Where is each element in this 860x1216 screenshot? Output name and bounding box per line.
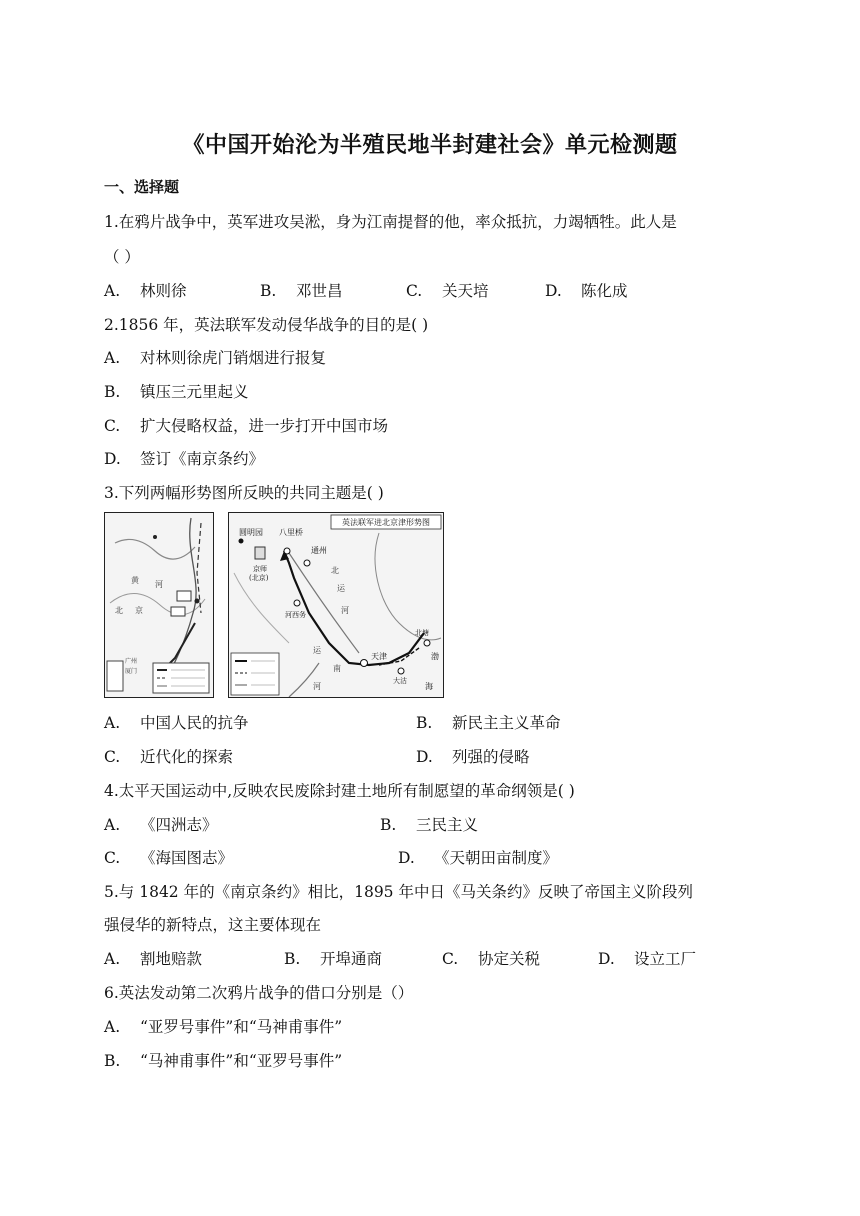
map2-label-hexiwu: 河西务 [285, 611, 306, 619]
q4-stem: 4.太平天国运动中,反映农民废除封建土地所有制愿望的革命纲领是( ) [104, 782, 575, 800]
q1-stem-line2: （ ） [104, 248, 140, 266]
option-key: D. [416, 748, 433, 766]
q5-stem-line1: 5.与 1842 年的《南京条约》相比，1895 年中日《马关条约》反映了帝国主义阶段列 [104, 883, 693, 901]
option-text: 邓世昌 [296, 282, 343, 300]
map1-label-he: 河 [155, 580, 163, 589]
q3-option-c [104, 745, 233, 767]
q2-option-c [104, 414, 388, 436]
q4-option-a [104, 813, 218, 835]
map2-title: 英法联军进北京津形势图 [342, 518, 430, 527]
q3-option-d [416, 745, 530, 767]
map2-label-yun2: 运 [313, 646, 321, 655]
q1-stem-line1: 1.在鸦片战争中，英军进攻吴淞，身为江南提督的他，率众抵抗，力竭牺牲。此人是 [104, 213, 677, 231]
map2-label-dagu: 大沽 [393, 677, 407, 685]
option-key: A. [104, 714, 121, 732]
option-key: B. [104, 383, 121, 401]
option-text: 林则徐 [140, 282, 187, 300]
option-text: “亚罗号事件”和“马神甫事件” [140, 1018, 343, 1036]
map1-label-guang: 广州 [125, 658, 138, 665]
q4-option-b [380, 813, 478, 835]
map2-label-tianjin: 天津 [371, 652, 387, 661]
option-text: 签订《南京条约》 [140, 450, 265, 468]
option-key: C. [406, 282, 423, 300]
option-text: 对林则徐虎门销烟进行报复 [140, 349, 327, 367]
map2-label-bei: 北 [331, 566, 339, 575]
option-key: A. [104, 349, 121, 367]
option-key: A. [104, 816, 121, 834]
option-text: “马神甫事件”和“亚罗号事件” [140, 1052, 343, 1070]
option-text: 《天朝田亩制度》 [434, 849, 559, 867]
option-key: B. [284, 950, 301, 968]
q1-option-d [545, 279, 628, 301]
option-text: 新民主主义革命 [452, 714, 561, 732]
option-key: D. [104, 450, 121, 468]
q5-stem-line2: 强侵华的新特点，这主要体现在 [104, 916, 322, 934]
map1-label-huang: 黄 [131, 576, 139, 585]
map2-label-he2: 河 [313, 682, 321, 691]
map1-label-xia: 厦门 [125, 668, 138, 675]
q1-option-a [104, 279, 187, 301]
map2-label-bo: 渤 [431, 652, 439, 661]
option-text: 《四洲志》 [140, 816, 218, 834]
option-key: B. [380, 816, 397, 834]
q3-option-a [104, 711, 249, 733]
map2-label-hai: 海 [425, 682, 433, 691]
map2-label-jingshi: 京师 [253, 565, 267, 573]
map2-label-yuanmingyuan: 圆明园 [239, 528, 263, 537]
option-key: D. [545, 282, 562, 300]
option-key: D. [398, 849, 415, 867]
map1-label-bei: 北 [115, 606, 123, 615]
option-text: 协定关税 [478, 950, 541, 968]
q2-option-d [104, 447, 264, 469]
option-text: 《海国图志》 [140, 849, 234, 867]
option-key: D. [598, 950, 615, 968]
q2-stem: 2.1856 年，英法联军发动侵华战争的目的是( ) [104, 316, 429, 334]
section-heading: 一、选择题 [104, 178, 180, 196]
q5-option-d [598, 947, 696, 969]
option-key: A. [104, 1018, 121, 1036]
q5-option-c [442, 947, 540, 969]
option-key: B. [260, 282, 277, 300]
q4-option-d [398, 846, 558, 868]
q6-stem: 6.英法发动第二次鸦片战争的借口分别是（） [104, 984, 414, 1002]
q4-option-c [104, 846, 233, 868]
option-text: 陈化成 [581, 282, 628, 300]
option-key: A. [104, 282, 121, 300]
page-title: 《中国开始沦为半殖民地半封建社会》单元检测题 [182, 133, 678, 158]
q5-option-b [284, 947, 382, 969]
option-key: C. [442, 950, 459, 968]
option-text: 扩大侵略权益，进一步打开中国市场 [140, 417, 389, 435]
option-key: B. [104, 1052, 121, 1070]
q5-option-a [104, 947, 202, 969]
option-text: 中国人民的抗争 [140, 714, 249, 732]
q1-option-b [260, 279, 343, 301]
q6-option-a [104, 1015, 342, 1037]
map-anglo-french-graphic [229, 513, 443, 697]
q2-option-a [104, 346, 326, 368]
map2-label-baliqiao: 八里桥 [279, 528, 303, 537]
map2-label-beitang: 北塘 [415, 629, 429, 637]
option-key: C. [104, 748, 121, 766]
q2-option-b [104, 380, 249, 402]
q1-option-c [406, 279, 489, 301]
map-anglo-french-expedition [228, 512, 444, 698]
map2-label-yun: 运 [337, 584, 345, 593]
option-text: 三民主义 [416, 816, 479, 834]
option-key: C. [104, 849, 121, 867]
option-text: 割地赔款 [140, 950, 203, 968]
map-opium-war [104, 512, 214, 698]
option-key: B. [416, 714, 433, 732]
option-text: 镇压三元里起义 [140, 383, 249, 401]
map2-label-nan: 南 [333, 664, 341, 673]
option-text: 开埠通商 [320, 950, 383, 968]
map-opium-war-graphic [105, 513, 213, 697]
map2-label-beijing: (北京) [249, 574, 269, 582]
map2-label-tongzhou: 通州 [311, 546, 327, 555]
option-text: 近代化的探索 [140, 748, 234, 766]
option-key: C. [104, 417, 121, 435]
option-key: A. [104, 950, 121, 968]
option-text: 列强的侵略 [452, 748, 530, 766]
map2-label-he: 河 [341, 606, 349, 615]
option-text: 关天培 [442, 282, 489, 300]
q3-option-b [416, 711, 561, 733]
map1-label-jing: 京 [135, 606, 143, 615]
q6-option-b [104, 1049, 342, 1071]
option-text: 设立工厂 [634, 950, 697, 968]
q3-stem: 3.下列两幅形势图所反映的共同主题是( ) [104, 484, 384, 502]
